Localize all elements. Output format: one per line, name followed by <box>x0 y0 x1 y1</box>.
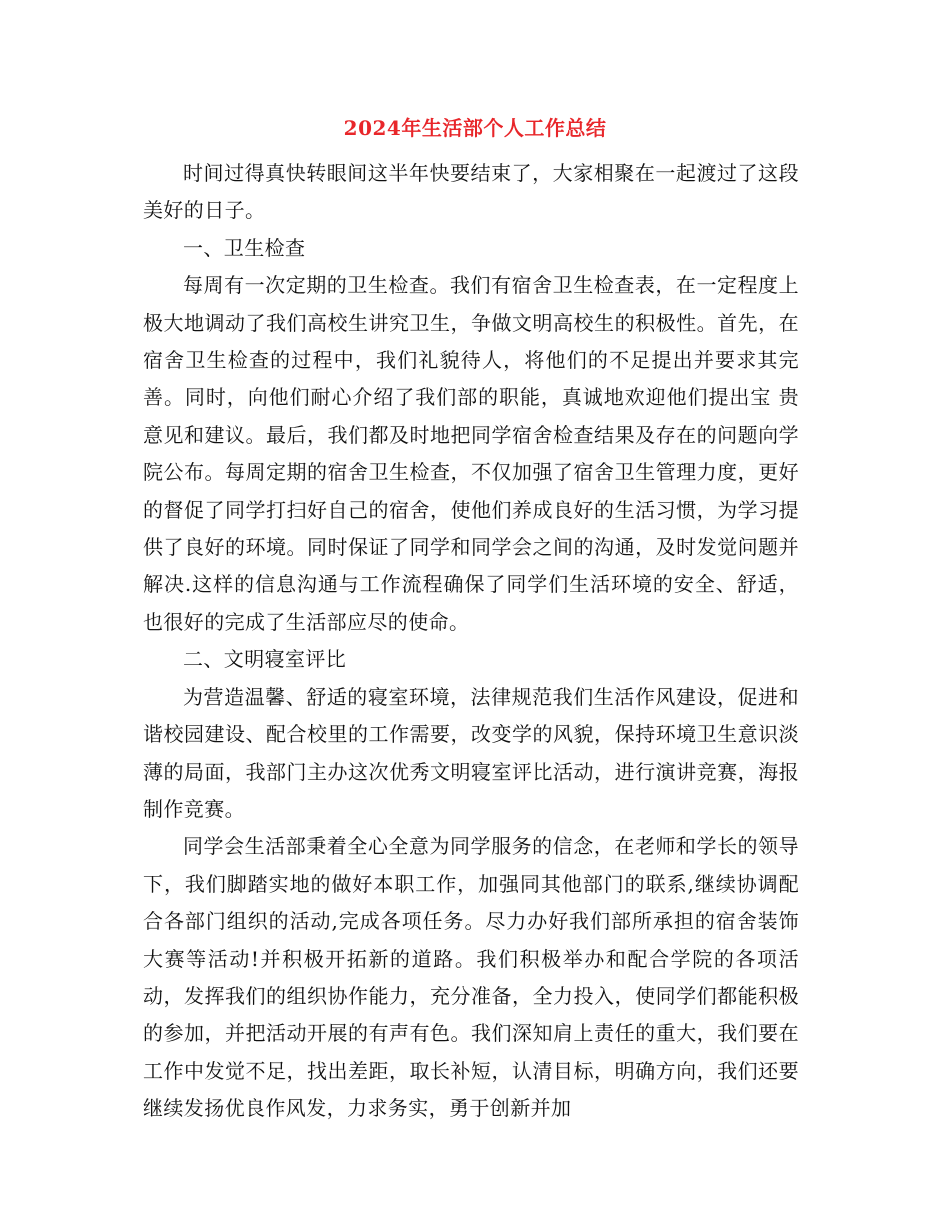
paragraph-dorm-competition: 为营造温馨、舒适的寝室环境，法律规范我们生活作风建设，促进和谐校园建设、配合校里的工作需要，改变学的风貌，保持环境卫生意识淡薄的局面，我部门主办这次优秀文明寝室评比活动，进行演讲竞赛，海报制作竞赛。 <box>143 684 799 821</box>
document-body <box>143 155 799 1128</box>
section-heading-hygiene-inspection: 一、卫生检查 <box>183 235 306 260</box>
paragraph-intro: 时间过得真快转眼间这半年快要结束了，大家相聚在一起渡过了这段美好的日子。 <box>143 161 799 223</box>
paragraph-hygiene-inspection: 每周有一次定期的卫生检查。我们有宿舍卫生检查表，在一定程度上极大地调动了我们高校生讲究卫生，争做文明高校生的积极性。首先，在宿舍卫生检查的过程中，我们礼貌待人，将他们的不足提出并要求其完善。同时，向他们耐心介绍了我们部的职能，真诚地欢迎他们提出宝 贵意见和建议。最后，我们都及时地把同学宿舍检查结果及存在的问题向学院公布。每周定期的宿舍卫生检查，不仅加强了宿舍卫生管理力度，更好的督促了同学打扫好自己的宿舍，使他们养成良好的生活习惯，为学习提供了良好的环境。同时保证了同学和同学会之间的沟通，及时发觉问题并解决.这样的信息沟通与工作流程确保了同学们生活环境的安全、舒适，也很好的完成了生活部应尽的使命。 <box>143 273 799 634</box>
paragraph-department-work: 同学会生活部秉着全心全意为同学服务的信念，在老师和学长的领导下，我们脚踏实地的做好本职工作，加强同其他部门的联系,继续协调配合各部门组织的活动,完成各项任务。尽力办好我们部所承担的宿舍装饰大赛等活动!并积极开拓新的道路。我们积极举办和配合学院的各项活动，发挥我们的组织协作能力，充分准备，全力投入，使同学们都能积极的参加，并把活动开展的有声有色。我们深知肩上责任的重大，我们要在工作中发觉不足，找出差距，取长补短，认清目标，明确方向，我们还要继续发扬优良作风发，力求务实，勇于创新并加 <box>143 834 799 1121</box>
document-title: 2024年生活部个人工作总结 <box>343 116 607 140</box>
section-heading-dorm-competition: 二、文明寝室评比 <box>183 647 347 672</box>
